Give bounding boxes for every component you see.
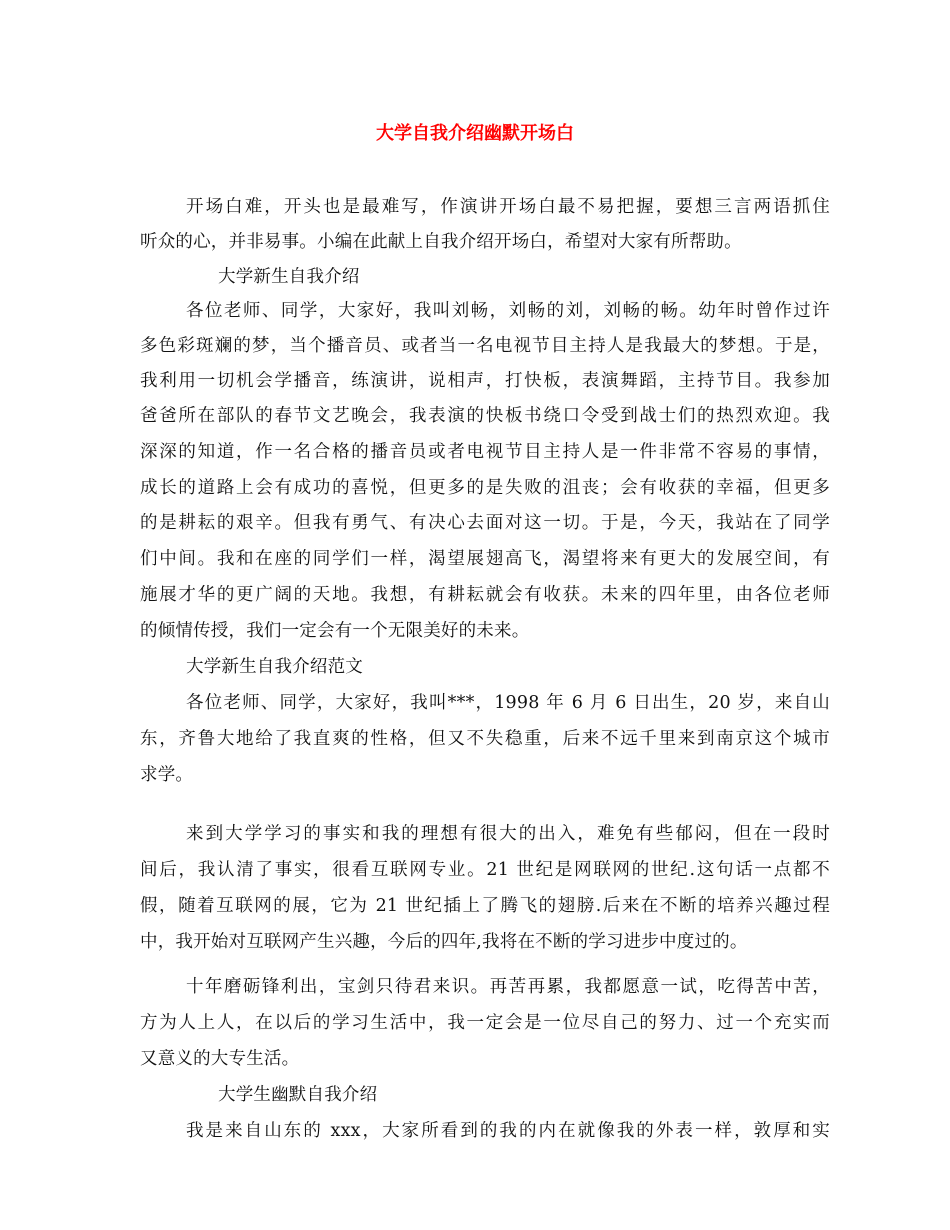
paragraph-line: 听众的心，并非易事。小编在此献上自我介绍开场白，希望对大家有所帮助。	[140, 232, 742, 252]
paragraph-line: 中，我开始对互联网产生兴趣，今后的四年,我将在不断的学习进步中度过的。	[140, 932, 748, 952]
paragraph-line: 成长的道路上会有成功的喜悦，但更多的是失败的沮丧；会有收获的幸福，但更多	[140, 478, 830, 498]
section-heading: 大学新生自我介绍	[218, 267, 360, 287]
paragraph-line: 假，随着互联网的展，它为 21 世纪插上了腾飞的翅膀.后来在不断的培养兴趣过程	[140, 896, 830, 916]
paragraph-line: 的倾情传授，我们一定会有一个无限美好的未来。	[140, 621, 530, 641]
paragraph-line: 间后，我认清了事实，很看互联网专业。21 世纪是网联网的世纪.这句话一点都不	[140, 860, 830, 880]
paragraph-line: 求学。	[140, 765, 194, 785]
paragraph-line: 们中间。我和在座的同学们一样，渴望展翅高飞，渴望将来有更大的发展空间，有	[140, 549, 830, 569]
document-title: 大学自我介绍幽默开场白	[376, 123, 574, 144]
paragraph-line: 多色彩斑斓的梦，当个播音员、或者当一名电视节目主持人是我最大的梦想。于是，	[140, 336, 830, 356]
paragraph-line: 深深的知道，作一名合格的播音员或者电视节目主持人是一件非常不容易的事情，	[140, 442, 830, 462]
paragraph-line: 各位老师、同学，大家好，我叫刘畅，刘畅的刘，刘畅的畅。幼年时曾作过许	[186, 301, 830, 321]
paragraph-line: 来到大学学习的事实和我的理想有很大的出入，难免有些郁闷，但在一段时	[186, 824, 830, 844]
paragraph-line: 各位老师、同学，大家好，我叫***，1998 年 6 月 6 日出生，20 岁，来自山	[186, 693, 830, 713]
paragraph-line: 东，齐鲁大地给了我直爽的性格，但又不失稳重，后来不远千里来到南京这个城市	[140, 729, 830, 749]
section-heading: 大学新生自我介绍范文	[186, 657, 363, 677]
paragraph-line: 我是来自山东的 xxx，大家所看到的我的内在就像我的外表一样，敦厚和实	[186, 1121, 830, 1141]
paragraph-line: 施展才华的更广阔的天地。我想，有耕耘就会有收获。未来的四年里，由各位老师	[140, 585, 830, 605]
paragraph-line: 又意义的大专生活。	[140, 1049, 300, 1069]
paragraph-line: 爸爸所在部队的春节文艺晚会，我表演的快板书绕口令受到战士们的热烈欢迎。我	[140, 406, 830, 426]
paragraph-line: 我利用一切机会学播音，练演讲，说相声，打快板，表演舞蹈，主持节目。我参加	[140, 371, 830, 391]
paragraph-line: 方为人上人，在以后的学习生活中，我一定会是一位尽自己的努力、过一个充实而	[140, 1013, 830, 1033]
section-heading: 大学生幽默自我介绍	[218, 1085, 378, 1105]
paragraph-line: 开场白难，开头也是最难写，作演讲开场白最不易把握，要想三言两语抓住	[186, 197, 830, 217]
paragraph-line: 十年磨砺锋利出，宝剑只待君来识。再苦再累，我都愿意一试，吃得苦中苦，	[186, 977, 830, 997]
paragraph-line: 的是耕耘的艰辛。但我有勇气、有决心去面对这一切。于是，今天，我站在了同学	[140, 513, 830, 533]
